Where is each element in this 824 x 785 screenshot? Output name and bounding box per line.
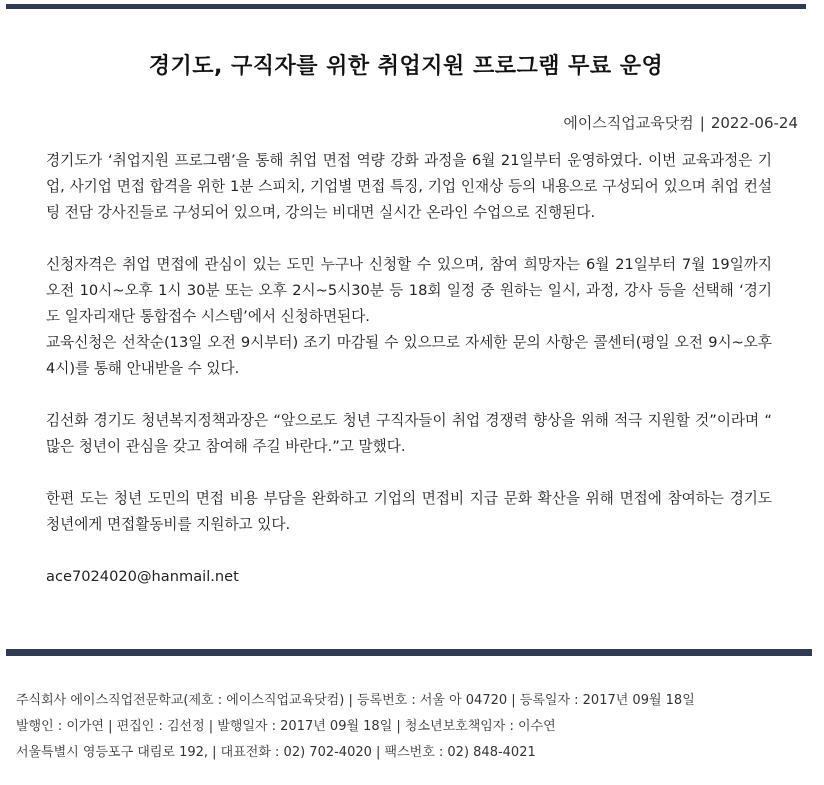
source-name: 에이스직업교육닷컴 <box>563 114 694 132</box>
article-paragraph: 신청자격은 취업 면접에 관심이 있는 도민 누구나 신청할 수 있으며, 참여 희망자는 6월 21일부터 7월 19일까지 오전 10시~오후 1시 30분 또는 오후 2시~5시30분 등 18회 일정 중 원하는 일시, 과정, 강사 등을 선택해 ‘경기도 일자리재단 통합접수 시스템’에서 신청하면된다. <box>46 256 772 325</box>
byline-separator: | <box>699 114 705 132</box>
footer-company-info: 주식회사 에이스직업전문학교(제호 : 에이스직업교육닷컴) | 등록번호 : 서울 아 04720 | 등록일자 : 2017년 09월 18일 <box>16 693 695 708</box>
site-footer <box>16 688 816 766</box>
article-paragraph: 김선화 경기도 청년복지정책과장은 “앞으로도 청년 구직자들이 취업 경쟁력 향상을 위해 적극 지원할 것”이라며 “ 많은 청년이 관심을 갖고 참여해 주길 바란다.”고 말했다. <box>46 412 772 455</box>
bottom-divider <box>6 649 812 656</box>
footer-contact-info: 서울특별시 영등포구 대림로 192, | 대표전화 : 02) 702-4020 | 팩스번호 : 02) 848-4021 <box>16 745 536 760</box>
article-paragraph: 경기도가 ‘취업지원 프로그램’을 통해 취업 면접 역량 강화 과정을 6월 21일부터 운영하였다. 이번 교육과정은 기업, 사기업 면접 합격을 위한 1분 스피치, 기업별 면접 특징, 기업 인재상 등의 내용으로 구성되어 있으며 취업 컨설팅 전담 강사진들로 구성되어 있으며, 강의는 비대면 실시간 온라인 수업으로 진행된다. <box>46 152 772 221</box>
top-divider <box>6 4 806 9</box>
article-title: 경기도, 구직자를 위한 취업지원 프로그램 무료 운영 <box>148 53 664 79</box>
footer-publisher-info: 발행인 : 이가연 | 편집인 : 김선정 | 발행일자 : 2017년 09월 18일 | 청소년보호책임자 : 이수연 <box>16 719 556 734</box>
article-paragraph: 교육신청은 선착순(13일 오전 9시부터) 조기 마감될 수 있으므로 자세한 문의 사항은 콜센터(평일 오전 9시~오후 4시)를 통해 안내받을 수 있다. <box>46 334 772 377</box>
article-body <box>46 148 772 616</box>
article-paragraph: 한편 도는 청년 도민의 면접 비용 부담을 완화하고 기업의 면접비 지급 문화 확산을 위해 면접에 참여하는 경기도 청년에게 면접활동비를 지원하고 있다. <box>46 490 772 533</box>
reporter-email: ace7024020@hanmail.net <box>46 568 239 585</box>
article-byline <box>563 112 798 133</box>
publish-date: 2022-06-24 <box>710 114 798 132</box>
